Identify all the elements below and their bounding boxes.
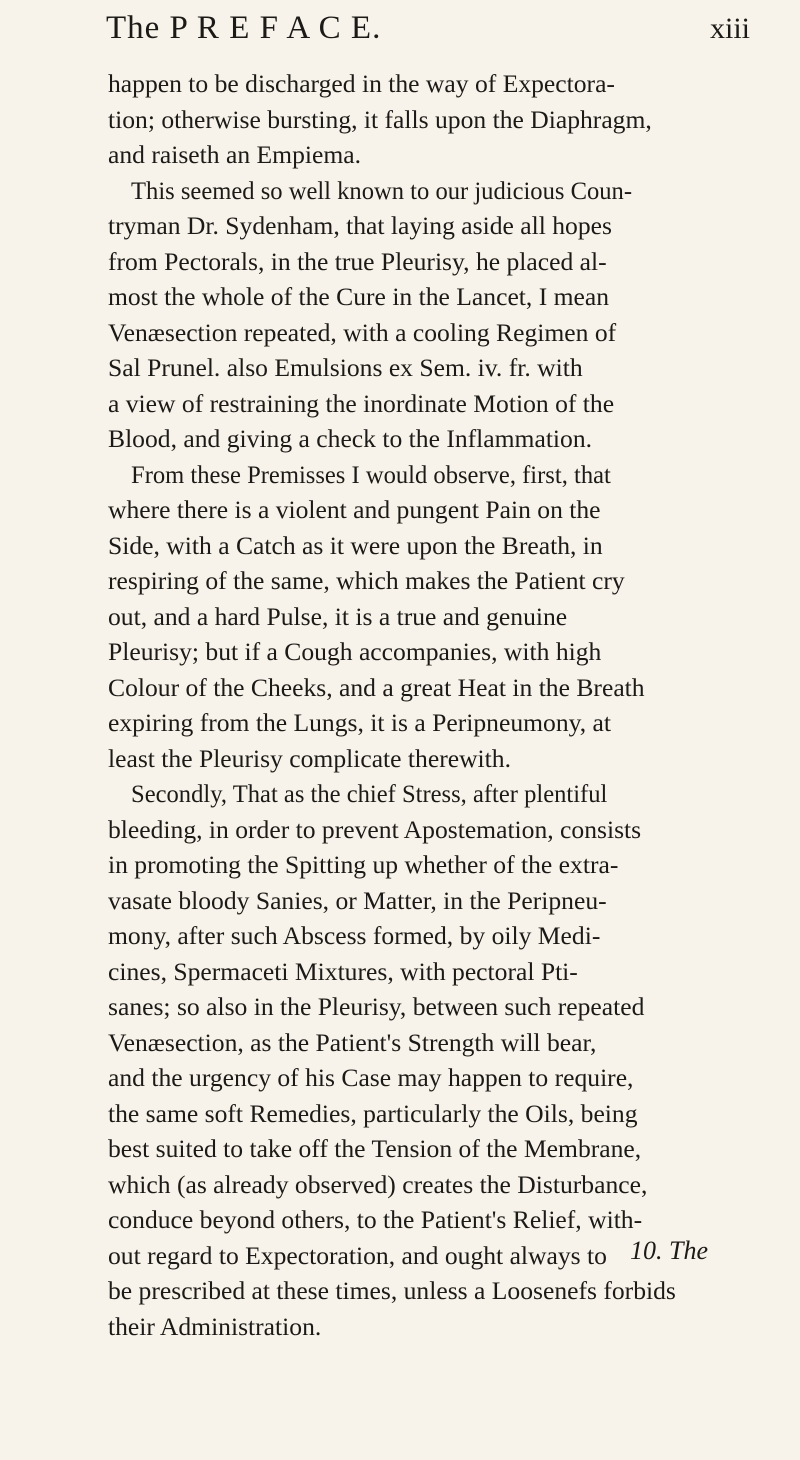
text-line: tryman Dr. Sydenham, that laying aside all hopes — [108, 211, 612, 240]
paragraph-start: Secondly, That as the chief Stress, after plentiful — [131, 779, 608, 808]
page-number: xiii — [709, 12, 750, 45]
text-line: mony, after such Abscess formed, by oily Medi- — [108, 921, 601, 950]
paragraph-start: This seemed so well known to our judicious Coun- — [131, 175, 633, 205]
text-line: best suited to take off the Tension of the Membrane, — [108, 1134, 642, 1163]
text-line: and raiseth an Empiema. — [108, 140, 362, 169]
text-line: from Pectorals, in the true Pleurisy, he placed al- — [108, 246, 607, 276]
running-header — [106, 10, 750, 66]
text-line: where there is a violent and pungent Pain on the — [108, 495, 601, 524]
text-line: Side, with a Catch as it were upon the Breath, in — [108, 530, 603, 560]
paragraph-start: From these Premisses I would observe, first, that — [131, 459, 611, 489]
text-line: expiring from the Lungs, it is a Peripneumony, at — [108, 708, 612, 737]
text-body — [108, 66, 710, 1344]
text-line: be prescribed at these times, unless a Loosenefs forbids — [108, 1276, 676, 1305]
running-title: The P R E F A C E. — [106, 10, 382, 46]
text-line: Venæsection repeated, with a cooling Regimen of — [108, 317, 617, 347]
text-line: most the whole of the Cure in the Lancet, I mean — [108, 282, 610, 311]
text-line: out, and a hard Pulse, it is a true and genuine — [108, 601, 568, 631]
text-line: out regard to Expectoration, and ought always to — [108, 1240, 607, 1270]
text-line: Venæsection, as the Patient's Strength will bear, — [108, 1027, 597, 1057]
text-line: the same soft Remedies, particularly the Oils, being — [108, 1098, 638, 1128]
text-line: sanes; so also in the Pleurisy, between such repeated — [108, 992, 645, 1021]
text-line: a view of restraining the inordinate Motion of the — [108, 388, 615, 418]
text-line: cines, Spermaceti Mixtures, with pectoral Pti- — [108, 956, 578, 986]
text-line: least the Pleurisy complicate therewith. — [108, 743, 511, 773]
text-line: and the urgency of his Case may happen to require, — [108, 1063, 634, 1092]
text-line: vasate bloody Sanies, or Matter, in the Peripneu- — [108, 885, 607, 915]
text-line: tion; otherwise bursting, it falls upon the Diaphragm, — [108, 104, 652, 134]
text-line: Sal Prunel. also Emulsions ex Sem. iv. fr. with — [108, 353, 583, 382]
text-line: conduce beyond others, to the Patient's Relief, with- — [108, 1205, 643, 1234]
text-line: Colour of the Cheeks, and a great Heat in the Breath — [108, 672, 645, 702]
text-line: bleeding, in order to prevent Apostemation, consists — [108, 814, 642, 844]
text-line: Pleurisy; but if a Cough accompanies, with high — [108, 637, 602, 666]
text-line: in promoting the Spitting up whether of the extra- — [108, 850, 619, 879]
catchword: 10. The — [630, 1236, 708, 1265]
text-line: respiring of the same, which makes the Patient cry — [108, 566, 625, 595]
text-line: Blood, and giving a check to the Inflammation. — [108, 424, 593, 453]
text-line: their Administration. — [108, 1311, 322, 1341]
text-line: which (as already observed) creates the Disturbance, — [108, 1169, 648, 1199]
text-line: happen to be discharged in the way of Expectora- — [108, 69, 615, 98]
